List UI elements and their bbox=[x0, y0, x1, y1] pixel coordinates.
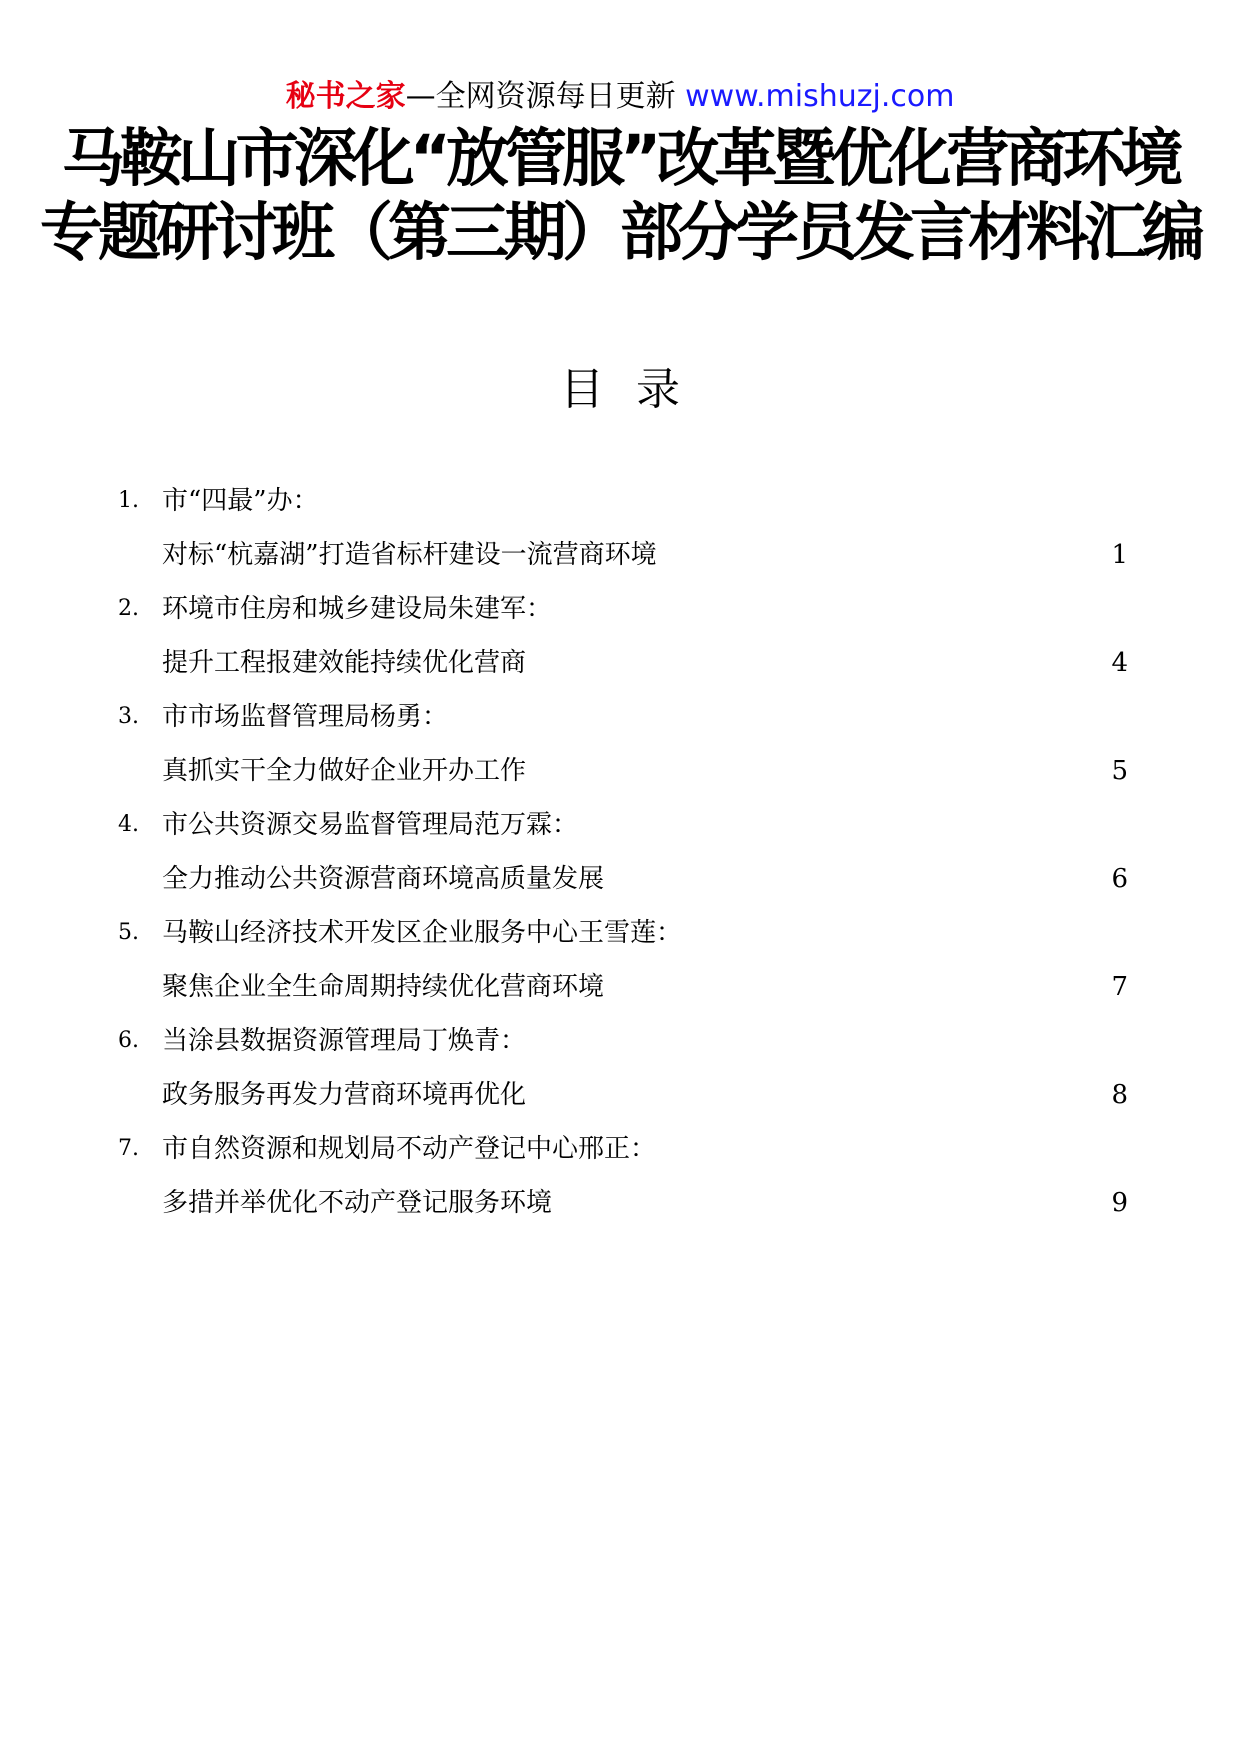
toc-entry-topic[interactable]: 聚焦企业全生命周期持续优化营商环境 bbox=[162, 972, 605, 1002]
banner-tagline: —全网资源每日更新 bbox=[405, 79, 676, 114]
toc-entry-page-number: 1 bbox=[1111, 540, 1128, 570]
document-title-line-1: 马鞍山市深化“放管服”改革暨优化营商环境 bbox=[61, 122, 1179, 195]
toc-entry-speaker: 马鞍山经济技术开发区企业服务中心王雪莲： bbox=[162, 918, 683, 948]
toc-entry-speaker-row bbox=[118, 906, 1128, 960]
toc-entry-number: 3. bbox=[118, 704, 139, 729]
toc-entry bbox=[118, 906, 1128, 1014]
toc-entry-speaker: 市市场监督管理局杨勇： bbox=[162, 702, 449, 732]
toc-entry-number: 5. bbox=[118, 920, 139, 945]
toc-entry-page-number: 9 bbox=[1111, 1188, 1128, 1218]
toc-entry-topic[interactable]: 对标“杭嘉湖”打造省标杆建设一流营商环境 bbox=[162, 540, 657, 570]
toc-entry-topic-row[interactable] bbox=[118, 960, 1128, 1014]
toc-entry-speaker-row bbox=[118, 798, 1128, 852]
toc-entry bbox=[118, 474, 1128, 582]
toc-entry-topic[interactable]: 提升工程报建效能持续优化营商 bbox=[162, 648, 527, 678]
toc-entry-speaker: 市“四最”办： bbox=[162, 486, 319, 516]
toc-entry bbox=[118, 798, 1128, 906]
banner-brand: 秘书之家 bbox=[285, 79, 406, 114]
toc-entry-speaker: 环境市住房和城乡建设局朱建军： bbox=[162, 594, 553, 624]
toc-entry-number: 2. bbox=[118, 596, 139, 621]
toc-entry-page-number: 7 bbox=[1111, 972, 1128, 1002]
toc-entry-speaker-row bbox=[118, 1122, 1128, 1176]
toc-entry-speaker-row bbox=[118, 690, 1128, 744]
site-banner bbox=[0, 78, 1240, 116]
toc-entry-number: 7. bbox=[118, 1136, 139, 1161]
toc-entry-topic-row[interactable] bbox=[118, 636, 1128, 690]
toc-heading: 目录 bbox=[560, 364, 712, 415]
toc-entry-number: 4. bbox=[118, 812, 139, 837]
toc-entry-topic-row[interactable] bbox=[118, 528, 1128, 582]
toc-entry bbox=[118, 1122, 1128, 1230]
toc-entry-topic-row[interactable] bbox=[118, 852, 1128, 906]
toc-entry bbox=[118, 690, 1128, 798]
toc-entry-topic[interactable]: 真抓实干全力做好企业开办工作 bbox=[162, 756, 527, 786]
toc-entry-topic[interactable]: 多措并举优化不动产登记服务环境 bbox=[162, 1188, 553, 1218]
table-of-contents bbox=[118, 474, 1128, 1230]
toc-entry-page-number: 4 bbox=[1111, 648, 1128, 678]
toc-entry-number: 1. bbox=[118, 488, 139, 513]
toc-entry-topic-row[interactable] bbox=[118, 744, 1128, 798]
toc-entry-topic[interactable]: 政务服务再发力营商环境再优化 bbox=[162, 1080, 527, 1110]
toc-entry bbox=[118, 1014, 1128, 1122]
toc-entry-speaker: 当涂县数据资源管理局丁焕青： bbox=[162, 1026, 527, 1056]
toc-entry-topic-row[interactable] bbox=[118, 1176, 1128, 1230]
toc-entry-page-number: 6 bbox=[1111, 864, 1128, 894]
toc-entry-speaker-row bbox=[118, 474, 1128, 528]
toc-entry-topic-row[interactable] bbox=[118, 1068, 1128, 1122]
toc-entry-number: 6. bbox=[118, 1028, 139, 1053]
document-title-line-2: 专题研讨班（第三期）部分学员发言材料汇编 bbox=[40, 196, 1200, 269]
toc-entry-page-number: 5 bbox=[1111, 756, 1128, 786]
toc-entry-speaker: 市公共资源交易监督管理局范万霖： bbox=[162, 810, 579, 840]
banner-url-link[interactable]: www.mishuzj.com bbox=[685, 79, 955, 114]
toc-entry-page-number: 8 bbox=[1111, 1080, 1128, 1110]
document-title bbox=[0, 122, 1240, 270]
toc-entry bbox=[118, 582, 1128, 690]
toc-entry-speaker: 市自然资源和规划局不动产登记中心邢正： bbox=[162, 1134, 657, 1164]
toc-entry-speaker-row bbox=[118, 582, 1128, 636]
toc-entry-topic[interactable]: 全力推动公共资源营商环境高质量发展 bbox=[162, 864, 605, 894]
toc-entry-speaker-row bbox=[118, 1014, 1128, 1068]
